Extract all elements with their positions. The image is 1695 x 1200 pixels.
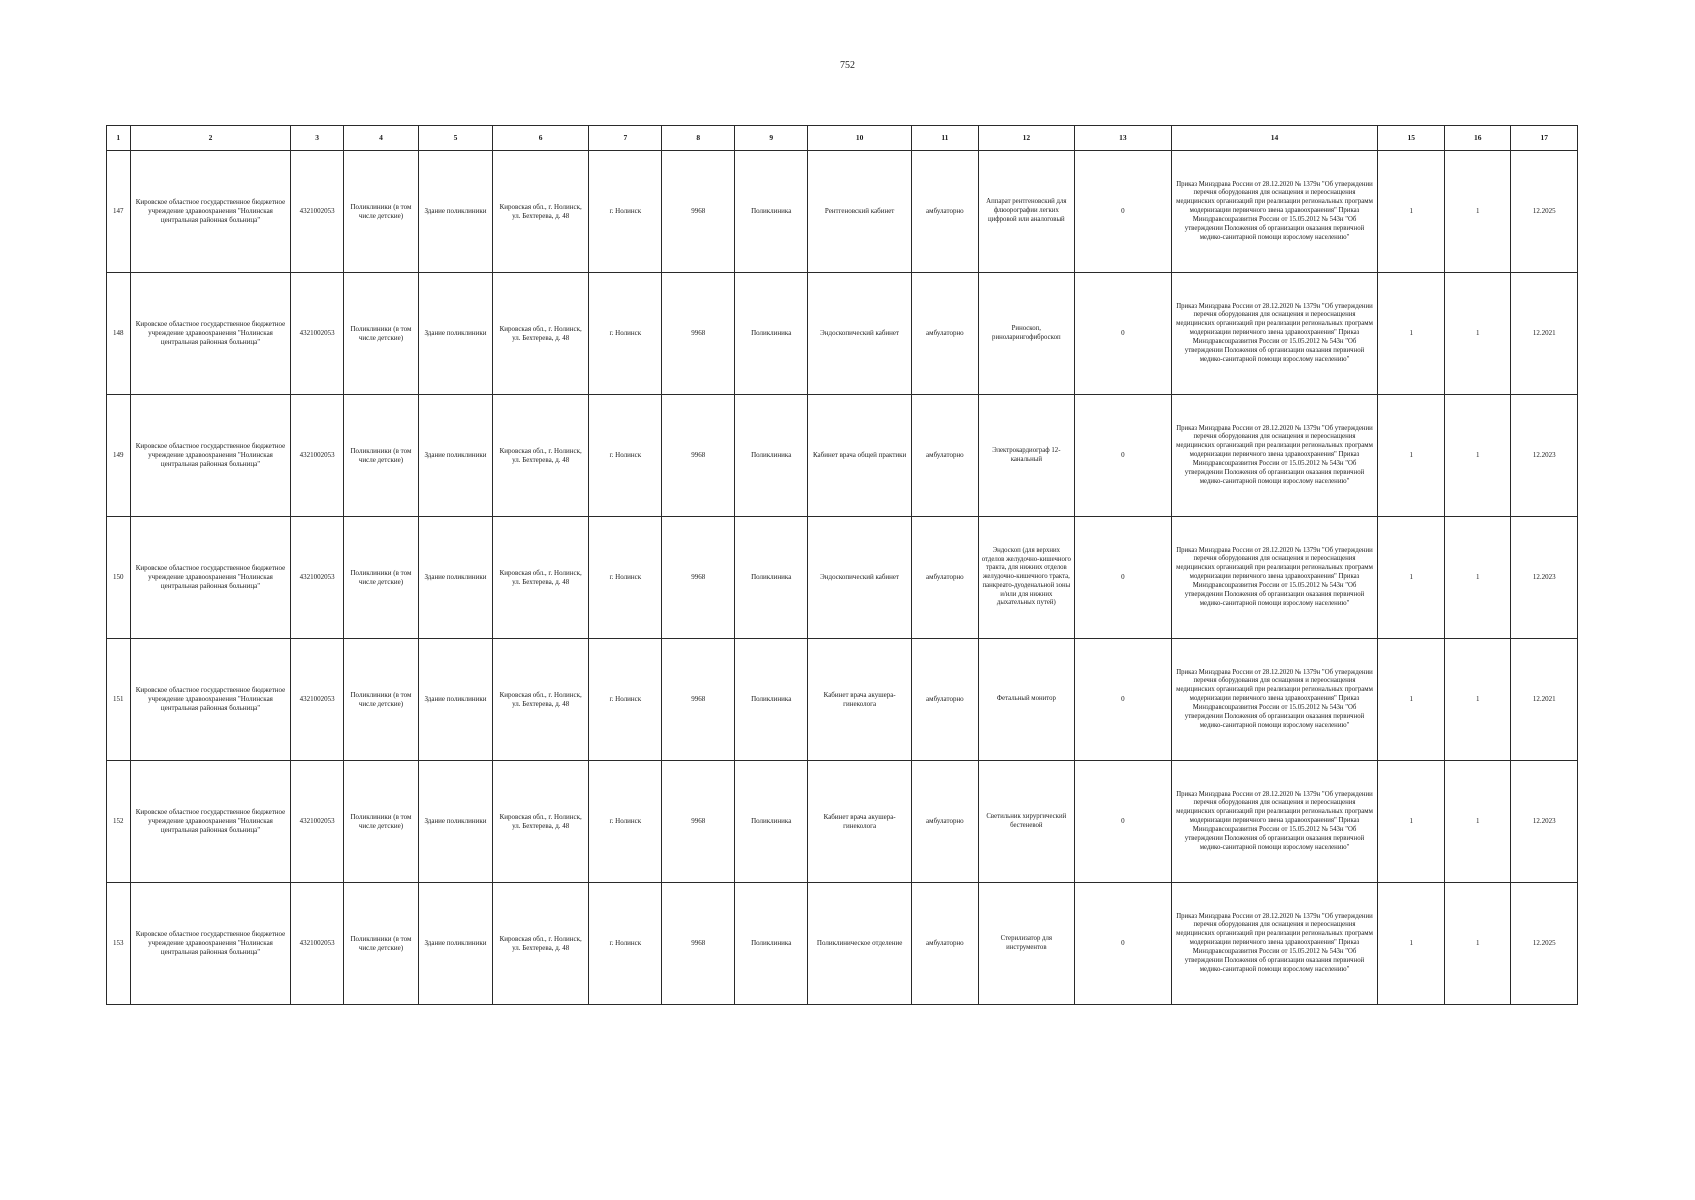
table-cell-col-9: Поликлиника: [735, 273, 808, 395]
table-cell-col-9: Поликлиника: [735, 151, 808, 273]
table-cell-col-11: амбулаторно: [912, 517, 978, 639]
table-cell-col-6: Кировская обл., г. Нолинск, ул. Бехтерева, д. 48: [492, 883, 588, 1005]
table-cell-col-1: 153: [107, 883, 131, 1005]
table-cell-col-5: Здание поликлиники: [418, 517, 492, 639]
table-cell-col-1: 150: [107, 517, 131, 639]
column-header-16: 16: [1444, 126, 1510, 151]
table-cell-col-15: 1: [1378, 151, 1444, 273]
table-cell-col-14: Приказ Минздрава России от 28.12.2020 № 1379н "Об утверждении перечня оборудования для оснащения и переоснащения медицинских организаций при реализации региональных программ модернизации первичного звена здравоохранения" Приказ Минздравсоцразвития России от 15.05.2012 № 543н "Об утверждении Положения об организации оказания первичной медико-санитарной помощи взрослому населению": [1171, 639, 1378, 761]
table-cell-col-6: Кировская обл., г. Нолинск, ул. Бехтерева, д. 48: [492, 517, 588, 639]
table-cell-col-7: г. Нолинск: [589, 639, 662, 761]
table-cell-col-4: Поликлиники (в том числе детские): [343, 273, 418, 395]
table-cell-col-2: Кировское областное государственное бюджетное учреждение здравоохранения "Нолинская центральная районная больница": [130, 639, 291, 761]
table-cell-col-10: Поликлиническое отделение: [808, 883, 912, 1005]
table-cell-col-13: 0: [1075, 273, 1171, 395]
table-cell-col-2: Кировское областное государственное бюджетное учреждение здравоохранения "Нолинская центральная районная больница": [130, 883, 291, 1005]
table-cell-col-17: 12.2021: [1511, 639, 1578, 761]
table-cell-col-2: Кировское областное государственное бюджетное учреждение здравоохранения "Нолинская центральная районная больница": [130, 273, 291, 395]
column-header-7: 7: [589, 126, 662, 151]
table-cell-col-17: 12.2023: [1511, 395, 1578, 517]
table-cell-col-14: Приказ Минздрава России от 28.12.2020 № 1379н "Об утверждении перечня оборудования для оснащения и переоснащения медицинских организаций при реализации региональных программ модернизации первичного звена здравоохранения" Приказ Минздравсоцразвития России от 15.05.2012 № 543н "Об утверждении Положения об организации оказания первичной медико-санитарной помощи взрослому населению": [1171, 517, 1378, 639]
table-row: [107, 639, 1578, 761]
table-cell-col-14: Приказ Минздрава России от 28.12.2020 № 1379н "Об утверждении перечня оборудования для оснащения и переоснащения медицинских организаций при реализации региональных программ модернизации первичного звена здравоохранения" Приказ Минздравсоцразвития России от 15.05.2012 № 543н "Об утверждении Положения об организации оказания первичной медико-санитарной помощи взрослому населению": [1171, 761, 1378, 883]
table-cell-col-5: Здание поликлиники: [418, 273, 492, 395]
table-cell-col-7: г. Нолинск: [589, 517, 662, 639]
table-cell-col-13: 0: [1075, 517, 1171, 639]
table-cell-col-8: 9968: [662, 151, 735, 273]
table-cell-col-9: Поликлиника: [735, 883, 808, 1005]
table-cell-col-12: Аппарат рентгеновский для флюорографии легких цифровой или аналоговый: [978, 151, 1074, 273]
table-cell-col-10: Кабинет врача общей практики: [808, 395, 912, 517]
table-cell-col-12: Электрокардиограф 12-канальный: [978, 395, 1074, 517]
table-body: [107, 151, 1578, 1005]
column-header-4: 4: [343, 126, 418, 151]
table-cell-col-2: Кировское областное государственное бюджетное учреждение здравоохранения "Нолинская центральная районная больница": [130, 151, 291, 273]
header-row: [107, 126, 1578, 151]
table-cell-col-12: Эндоскоп (для верхних отделов желудочно-кишечного тракта, для нижних отделов желудочно-кишечного тракта, панкреато-дуоденальной зоны и/или для нижних дыхательных путей): [978, 517, 1074, 639]
column-header-1: 1: [107, 126, 131, 151]
table-row: [107, 761, 1578, 883]
table-cell-col-1: 149: [107, 395, 131, 517]
table-cell-col-4: Поликлиники (в том числе детские): [343, 883, 418, 1005]
table-row: [107, 151, 1578, 273]
table-cell-col-6: Кировская обл., г. Нолинск, ул. Бехтерева, д. 48: [492, 639, 588, 761]
table-cell-col-12: Риноскоп, риноларингофиброскоп: [978, 273, 1074, 395]
table-cell-col-3: 4321002053: [291, 883, 344, 1005]
table-cell-col-11: амбулаторно: [912, 151, 978, 273]
table-cell-col-17: 12.2023: [1511, 517, 1578, 639]
table-cell-col-11: амбулаторно: [912, 395, 978, 517]
table-cell-col-7: г. Нолинск: [589, 395, 662, 517]
table-cell-col-15: 1: [1378, 273, 1444, 395]
column-header-14: 14: [1171, 126, 1378, 151]
equipment-registry-table: [106, 125, 1578, 1005]
table-cell-col-16: 1: [1444, 395, 1510, 517]
table-cell-col-10: Эндоскопический кабинет: [808, 517, 912, 639]
table-cell-col-4: Поликлиники (в том числе детские): [343, 151, 418, 273]
column-header-3: 3: [291, 126, 344, 151]
table-cell-col-6: Кировская обл., г. Нолинск, ул. Бехтерева, д. 48: [492, 151, 588, 273]
table-cell-col-6: Кировская обл., г. Нолинск, ул. Бехтерева, д. 48: [492, 273, 588, 395]
column-header-11: 11: [912, 126, 978, 151]
table-cell-col-12: Фетальный монитор: [978, 639, 1074, 761]
table-cell-col-13: 0: [1075, 395, 1171, 517]
table-row: [107, 273, 1578, 395]
table-cell-col-3: 4321002053: [291, 395, 344, 517]
column-header-10: 10: [808, 126, 912, 151]
table-cell-col-1: 152: [107, 761, 131, 883]
table-cell-col-6: Кировская обл., г. Нолинск, ул. Бехтерева, д. 48: [492, 395, 588, 517]
table-cell-col-15: 1: [1378, 883, 1444, 1005]
table-cell-col-5: Здание поликлиники: [418, 883, 492, 1005]
table-cell-col-14: Приказ Минздрава России от 28.12.2020 № 1379н "Об утверждении перечня оборудования для оснащения и переоснащения медицинских организаций при реализации региональных программ модернизации первичного звена здравоохранения" Приказ Минздравсоцразвития России от 15.05.2012 № 543н "Об утверждении Положения об организации оказания первичной медико-санитарной помощи взрослому населению": [1171, 273, 1378, 395]
table-cell-col-8: 9968: [662, 395, 735, 517]
table-cell-col-11: амбулаторно: [912, 273, 978, 395]
table-cell-col-3: 4321002053: [291, 273, 344, 395]
table-cell-col-8: 9968: [662, 273, 735, 395]
table-cell-col-12: Светильник хирургический бестеневой: [978, 761, 1074, 883]
table-cell-col-16: 1: [1444, 151, 1510, 273]
table-cell-col-15: 1: [1378, 395, 1444, 517]
table-cell-col-16: 1: [1444, 761, 1510, 883]
column-header-9: 9: [735, 126, 808, 151]
table-cell-col-5: Здание поликлиники: [418, 761, 492, 883]
table-cell-col-16: 1: [1444, 639, 1510, 761]
table-row: [107, 395, 1578, 517]
table-cell-col-15: 1: [1378, 639, 1444, 761]
column-header-12: 12: [978, 126, 1074, 151]
table-cell-col-10: Эндоскопический кабинет: [808, 273, 912, 395]
table-cell-col-2: Кировское областное государственное бюджетное учреждение здравоохранения "Нолинская центральная районная больница": [130, 761, 291, 883]
table-cell-col-17: 12.2023: [1511, 761, 1578, 883]
table-cell-col-11: амбулаторно: [912, 761, 978, 883]
table-cell-col-13: 0: [1075, 151, 1171, 273]
table-cell-col-13: 0: [1075, 639, 1171, 761]
table-cell-col-7: г. Нолинск: [589, 273, 662, 395]
table-cell-col-16: 1: [1444, 273, 1510, 395]
table-cell-col-10: Кабинет врача акушера-гинеколога: [808, 761, 912, 883]
page-number: 752: [840, 60, 855, 71]
table-cell-col-11: амбулаторно: [912, 639, 978, 761]
table-cell-col-5: Здание поликлиники: [418, 151, 492, 273]
table-cell-col-4: Поликлиники (в том числе детские): [343, 395, 418, 517]
column-header-13: 13: [1075, 126, 1171, 151]
table-cell-col-5: Здание поликлиники: [418, 395, 492, 517]
table-cell-col-13: 0: [1075, 761, 1171, 883]
table-cell-col-17: 12.2021: [1511, 273, 1578, 395]
table-cell-col-2: Кировское областное государственное бюджетное учреждение здравоохранения "Нолинская центральная районная больница": [130, 395, 291, 517]
table-cell-col-1: 147: [107, 151, 131, 273]
table-cell-col-10: Кабинет врача акушера-гинеколога: [808, 639, 912, 761]
table-cell-col-6: Кировская обл., г. Нолинск, ул. Бехтерева, д. 48: [492, 761, 588, 883]
table-cell-col-14: Приказ Минздрава России от 28.12.2020 № 1379н "Об утверждении перечня оборудования для оснащения и переоснащения медицинских организаций при реализации региональных программ модернизации первичного звена здравоохранения" Приказ Минздравсоцразвития России от 15.05.2012 № 543н "Об утверждении Положения об организации оказания первичной медико-санитарной помощи взрослому населению": [1171, 395, 1378, 517]
table-cell-col-7: г. Нолинск: [589, 151, 662, 273]
table-cell-col-13: 0: [1075, 883, 1171, 1005]
table-cell-col-15: 1: [1378, 761, 1444, 883]
table-cell-col-3: 4321002053: [291, 761, 344, 883]
table-row: [107, 883, 1578, 1005]
table-cell-col-8: 9968: [662, 883, 735, 1005]
table-cell-col-9: Поликлиника: [735, 639, 808, 761]
table-cell-col-3: 4321002053: [291, 639, 344, 761]
table-cell-col-16: 1: [1444, 517, 1510, 639]
column-header-17: 17: [1511, 126, 1578, 151]
table-cell-col-12: Стерилизатор для инструментов: [978, 883, 1074, 1005]
table-cell-col-16: 1: [1444, 883, 1510, 1005]
table-cell-col-9: Поликлиника: [735, 517, 808, 639]
table-cell-col-8: 9968: [662, 639, 735, 761]
table-cell-col-10: Рентгеновский кабинет: [808, 151, 912, 273]
table-cell-col-4: Поликлиники (в том числе детские): [343, 517, 418, 639]
table-cell-col-14: Приказ Минздрава России от 28.12.2020 № 1379н "Об утверждении перечня оборудования для оснащения и переоснащения медицинских организаций при реализации региональных программ модернизации первичного звена здравоохранения" Приказ Минздравсоцразвития России от 15.05.2012 № 543н "Об утверждении Положения об организации оказания первичной медико-санитарной помощи взрослому населению": [1171, 151, 1378, 273]
table-cell-col-5: Здание поликлиники: [418, 639, 492, 761]
table-cell-col-8: 9968: [662, 517, 735, 639]
column-header-15: 15: [1378, 126, 1444, 151]
table-cell-col-8: 9968: [662, 761, 735, 883]
table-cell-col-17: 12.2025: [1511, 151, 1578, 273]
table-header: [107, 126, 1578, 151]
table-cell-col-4: Поликлиники (в том числе детские): [343, 761, 418, 883]
column-header-8: 8: [662, 126, 735, 151]
table-cell-col-7: г. Нолинск: [589, 883, 662, 1005]
table-cell-col-1: 151: [107, 639, 131, 761]
table-cell-col-17: 12.2025: [1511, 883, 1578, 1005]
table-cell-col-2: Кировское областное государственное бюджетное учреждение здравоохранения "Нолинская центральная районная больница": [130, 517, 291, 639]
table-cell-col-15: 1: [1378, 517, 1444, 639]
table-cell-col-1: 148: [107, 273, 131, 395]
table-cell-col-9: Поликлиника: [735, 761, 808, 883]
table-cell-col-11: амбулаторно: [912, 883, 978, 1005]
table-cell-col-3: 4321002053: [291, 517, 344, 639]
column-header-2: 2: [130, 126, 291, 151]
column-header-6: 6: [492, 126, 588, 151]
table-cell-col-9: Поликлиника: [735, 395, 808, 517]
table-row: [107, 517, 1578, 639]
table-cell-col-4: Поликлиники (в том числе детские): [343, 639, 418, 761]
table-cell-col-7: г. Нолинск: [589, 761, 662, 883]
table-cell-col-14: Приказ Минздрава России от 28.12.2020 № 1379н "Об утверждении перечня оборудования для оснащения и переоснащения медицинских организаций при реализации региональных программ модернизации первичного звена здравоохранения" Приказ Минздравсоцразвития России от 15.05.2012 № 543н "Об утверждении Положения об организации оказания первичной медико-санитарной помощи взрослому населению": [1171, 883, 1378, 1005]
table-cell-col-3: 4321002053: [291, 151, 344, 273]
column-header-5: 5: [418, 126, 492, 151]
